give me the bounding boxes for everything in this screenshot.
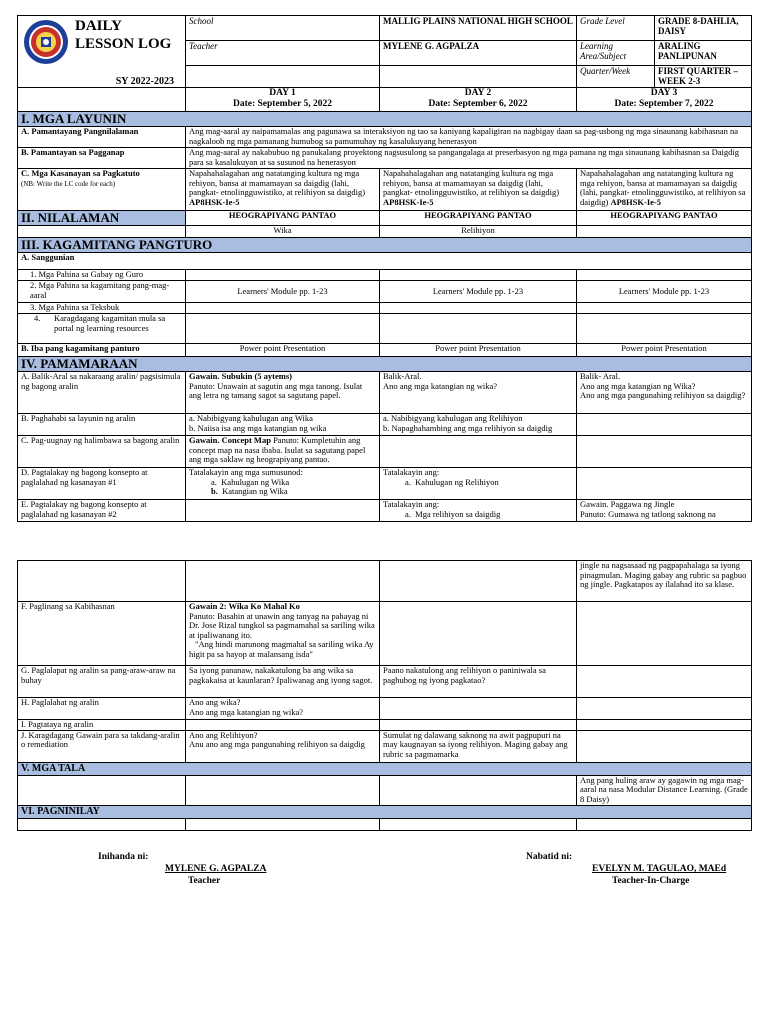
pam-e-day2: Tatalakayin ang: a. Mga relihiyon sa daigdig: [380, 500, 577, 522]
prepared-by-role: Teacher: [188, 876, 221, 886]
nilalaman-day1-sub: Wika: [186, 226, 380, 238]
prepared-by-name: MYLENE G. AGPALZA: [165, 864, 267, 874]
school-value: MALLIG PLAINS NATIONAL HIGH SCHOOL: [380, 16, 577, 41]
pam-c-day1: Gawain. Concept Map Panuto: Kumpletuhin ang concept map na nasa ibaba. Isulat sa sagutang papel ang mga saklaw ng heograpiyang pantao.: [186, 436, 380, 468]
noted-by-label: Nabatid ni:: [526, 852, 573, 862]
grade-label: Grade Level: [577, 16, 655, 41]
nilalaman-day2-sub: Relihiyon: [380, 226, 577, 238]
school-label: School: [186, 16, 380, 41]
nilalaman-day3-sub: [577, 226, 752, 238]
teacher-label: Teacher: [186, 41, 380, 66]
lesson-log-page-2: [17, 560, 751, 831]
layunin-c-day3: Napahahalagahan ang natatanging kultura ng mga rehiyon, bansa at mamamayan sa daigdig (lahi, pangkat- etnolingguwistiko, at relihiyon sa daigdig) AP8HSK-Ie-5: [577, 169, 752, 211]
pam-e-day3-cont: jingle na nagsasaad ng pagpapahalaga sa iyong pinagmulan. Maging gabay ang rubric sa pagbuo ng jingle. Pagkatapos ay ilalahad ito sa klase.: [577, 561, 752, 602]
pam-j-day2: Sumulat ng dalawang saknong na awit pagpupuri na may kaugnayan sa iyong relihiyon. Maging gabay ang rubric sa pagmamarka: [380, 730, 577, 762]
pam-a-day1: Gawain. Subukin (5 aytems) Panuto: Unawain at sagutin ang mga tanong. Isulat ang letra ng tamang sagot sa sagutang papel.: [186, 372, 380, 414]
pam-h-day1: Ano ang wika? Ano ang mga katangian ng wika?: [186, 698, 380, 720]
quarter-label: Quarter/Week: [577, 66, 655, 88]
layunin-c-note: (NB: Write the LC code for each): [21, 179, 116, 188]
lesson-log-table-bottom: [17, 560, 752, 831]
section-layunin: I. MGA LAYUNIN: [18, 112, 752, 127]
school-seal-icon: [23, 19, 69, 65]
section-nilalaman: II. NILALAMAN: [18, 211, 186, 226]
nilalaman-day2-topic: HEOGRAPIYANG PANTAO: [380, 211, 577, 226]
pam-i-label: I. Pagtataya ng aralin: [18, 720, 186, 731]
layunin-c-day1: Napahahalagahan ang natatanging kultura ng mga rehiyon, bansa at mamamayan sa daigdig (lahi, pangkat- etnolingguwistiko, at relihiyon sa daigdig) AP8HSK-Ie-5: [186, 169, 380, 211]
grade-value: GRADE 8-DAHLIA, DAISY: [655, 16, 752, 41]
layunin-b-label: B. Pamantayan sa Pagganap: [18, 148, 186, 169]
nilalaman-day1-topic: HEOGRAPIYANG PANTAO: [186, 211, 380, 226]
title-block: [18, 16, 186, 88]
ref-karagdagang-kagamitan: 4. Karagdagang kagamitan mula sa portal ng learning resources: [18, 314, 186, 344]
pam-d-day1: Tatalakayin ang mga sumusunod: a. Kahulugan ng Wika b. Katangian ng Wika: [186, 468, 380, 500]
ref-module-day3: Learners' Module pp. 1-23: [577, 281, 752, 303]
pam-a-day2: Balik-Aral. Ano ang mga katangian ng wika?: [380, 372, 577, 414]
ref-gabay-guro: 1. Mga Pahina sa Gabay ng Guro: [18, 270, 186, 281]
pam-e-day3: Gawain. Paggawa ng Jingle Panuto: Gumawa ng tatlong saknong na: [577, 500, 752, 522]
pam-f-label: F. Paglinang sa Kabihasnan: [18, 602, 186, 666]
pam-f-day1: Gawain 2: Wika Ko Mahal Ko Panuto: Basahin at unawin ang tanyag na pahayag ni Dr. Jose Rizal tungkol sa pagmamahal sa sariling wika at ipaliwanang ito. "Ang hindi marunong magmahal sa sariling wika Ay higit pa sa hayop at malansang isda": [186, 602, 380, 666]
dll-title-line2: LESSON LOG: [75, 36, 172, 52]
lesson-log-table-top: [17, 15, 752, 522]
pam-b-label: B. Paghahabi sa layunin ng aralin: [18, 414, 186, 436]
pam-b-day1: a. Nabibigyang kahulugan ang Wika b. Naiisa isa ang mga katangian ng wika: [186, 414, 380, 436]
section-pagninilay: VI. PAGNINILAY: [18, 805, 752, 818]
ref-teksbuk: 3. Mga Pahina sa Teksbuk: [18, 303, 186, 314]
school-year: SY 2022-2023: [115, 76, 174, 87]
tala-day3: Ang pang huling araw ay gagawin ng mga mag-aaral na nasa Modular Distance Learning. (Grade 8 Daisy): [577, 775, 752, 805]
pam-g-label: G. Paglalapat ng aralin sa pang-araw-araw na buhay: [18, 666, 186, 698]
ppt-day1: Power point Presentation: [186, 344, 380, 357]
pam-b-day2: a. Nabibigyang kahulugan ang Relihiyon b. Napaghahambing ang mga relihiyon sa daigdig: [380, 414, 577, 436]
section-kagamitan: III. KAGAMITANG PANGTURO: [18, 238, 752, 253]
noted-by-name: EVELYN M. TAGULAO, MAEd: [592, 864, 727, 874]
pam-d-day2: Tatalakayin ang: a. Kahulugan ng Relihiyon: [380, 468, 577, 500]
lesson-log-page-1: [17, 15, 751, 522]
pam-g-day2: Paano nakatulong ang relihiyon o paniniwala sa paghubog ng iyong pagkatao?: [380, 666, 577, 698]
ref-module-day1: Learners' Module pp. 1-23: [186, 281, 380, 303]
pam-j-label: J. Karagdagang Gawain para sa takdang-aralin o remediation: [18, 730, 186, 762]
ref-kagamitang-mag-aaral: 2. Mga Pahina sa kagamitang pang-mag-aaral: [18, 281, 186, 303]
layunin-c-day2: Napahahalagahan ang natatanging kultura ng mga rehiyon, bansa at mamamayan sa daigdig (lahi, pangkat- etnolingguwistiko, at relihiyon sa daigdig) AP8HSK-Ie-5: [380, 169, 577, 211]
ppt-day3: Power point Presentation: [577, 344, 752, 357]
section-pamamaraan: IV. PAMAMARAAN: [18, 357, 752, 372]
noted-by-role: Teacher-In-Charge: [612, 876, 690, 886]
quarter-value: FIRST QUARTER – WEEK 2-3: [655, 66, 752, 88]
area-label: Learning Area/Subject: [577, 41, 655, 66]
area-value: ARALING PANLIPUNAN: [655, 41, 752, 66]
section-tala: V. MGA TALA: [18, 762, 752, 775]
day2-header: DAY 2 Date: September 6, 2022: [380, 88, 577, 112]
layunin-a-label: A. Pamantayang Pangnilalaman: [18, 127, 186, 148]
pam-a-label: A. Balik-Aral sa nakaraang aralin/ pagsisimula ng bagong aralin: [18, 372, 186, 414]
ref-module-day2: Learners' Module pp. 1-23: [380, 281, 577, 303]
pam-c-label: C. Pag-uugnay ng halimbawa sa bagong aralin: [18, 436, 186, 468]
pam-h-label: H. Paglalahat ng aralin: [18, 698, 186, 720]
pam-e-label: E. Pagtalakay ng bagong konsepto at paglalahad ng kasanayan #2: [18, 500, 186, 522]
teacher-value: MYLENE G. AGPALZA: [380, 41, 577, 66]
nilalaman-day3-topic: HEOGRAPIYANG PANTAO: [577, 211, 752, 226]
prepared-by-label: Inihanda ni:: [98, 852, 149, 862]
layunin-c-label: C. Mga Kasanayan sa Pagkatuto: [21, 168, 140, 178]
layunin-b-text: Ang mag-aaral ay nakabubuo ng panukalang proyektong nagsusulong sa pangangalaga at preserbasyon ng mga pamana ng mga sinaunang kabihasnan sa Daigdig para sa kasalukuyan at sa susunod na henerasyon: [186, 148, 752, 169]
ppt-day2: Power point Presentation: [380, 344, 577, 357]
pam-a-day3: Balik- Aral. Ano ang mga katangian ng Wika? Ano ang mga pangunahing relihiyon sa daigdig?: [577, 372, 752, 414]
day1-header: DAY 1 Date: September 5, 2022: [186, 88, 380, 112]
pam-g-day1: Sa iyong pananaw, nakakatulong ba ang wika sa pagkakaisa at kaunlaran? Ipaliwanag ang iyong sagot.: [186, 666, 380, 698]
sanggunian-label: A. Sanggunian: [18, 253, 752, 270]
layunin-c-label-cell: [18, 169, 186, 211]
pam-j-day1: Ano ang Relihiyon? Anu ano ang mga pangunahing relihiyon sa daigdig: [186, 730, 380, 762]
layunin-a-text: Ang mag-aaral ay naipamamalas ang pagunawa sa interaksiyon ng tao sa kaniyang kapaligiran na nagbigay daan sa pag-usbong ng mga sinaunang kabihasnan na nagkaloob ng mga pamanang humubog sa pamumuhay ng kasalukuyang henerasyon: [186, 127, 752, 148]
day3-header: DAY 3 Date: September 7, 2022: [577, 88, 752, 112]
pam-d-label: D. Pagtalakay ng bagong konsepto at paglalahad ng kasanayan #1: [18, 468, 186, 500]
iba-pang-kagamitan-label: B. Iba pang kagamitang panturo: [18, 344, 186, 357]
dll-title-line1: DAILY: [75, 18, 122, 34]
